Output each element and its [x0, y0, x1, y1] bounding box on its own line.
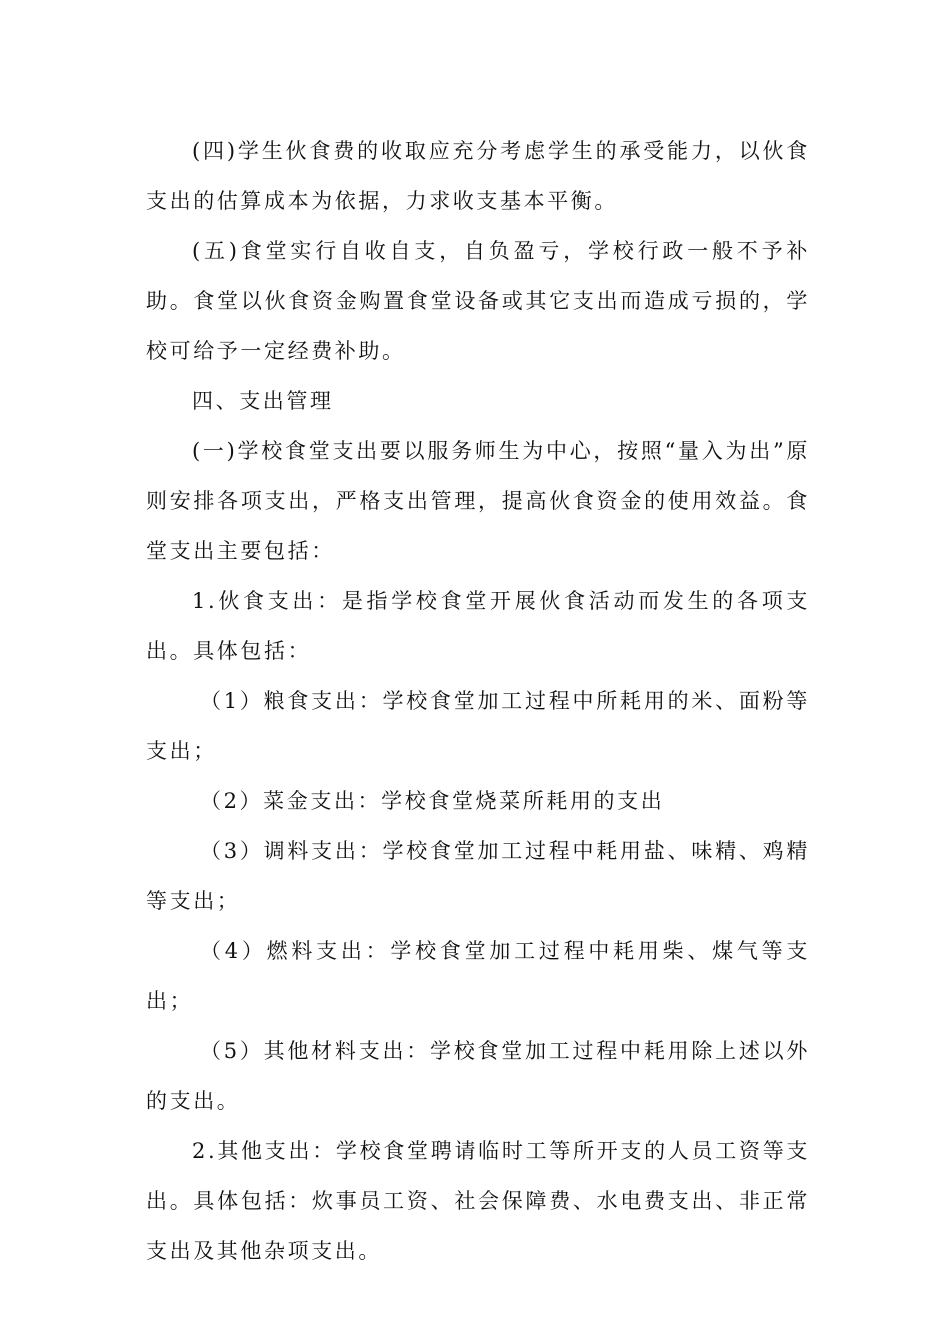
list-item-grain: （1）粮食支出：学校食堂加工过程中所耗用的米、面粉等支出；: [146, 689, 810, 763]
paragraph-other-expenditure: 2.其他支出：学校食堂聘请临时工等所开支的人员工资等支出。具体包括：炊事员工资、社会保障费、水电费支出、非正常支出及其他杂项支出。: [146, 1139, 810, 1263]
paragraph-fee-collection: (四)学生伙食费的收取应充分考虑学生的承受能力，以伙食支出的估算成本为依据，力求收支基本平衡。: [146, 139, 810, 213]
list-item-seasoning: （3）调料支出：学校食堂加工过程中耗用盐、味精、鸡精等支出；: [146, 839, 810, 913]
list-item-fuel: （4）燃料支出：学校食堂加工过程中耗用柴、煤气等支出；: [146, 939, 810, 1013]
paragraph-expenditure-principle: (一)学校食堂支出要以服务师生为中心，按照“量入为出”原则安排各项支出，严格支出管理，提高伙食资金的使用效益。食堂支出主要包括：: [146, 439, 810, 563]
paragraph-food-expenditure: 1.伙食支出：是指学校食堂开展伙食活动而发生的各项支出。具体包括：: [146, 589, 810, 663]
section-heading-expenditure: 四、支出管理: [192, 389, 334, 413]
paragraph-self-financing: (五)食堂实行自收自支，自负盈亏，学校行政一般不予补助。食堂以伙食资金购置食堂设备或其它支出而造成亏损的，学校可给予一定经费补助。: [146, 239, 810, 363]
list-item-vegetables: （2）菜金支出：学校食堂烧菜所耗用的支出: [200, 789, 665, 813]
document-body: [146, 126, 810, 1276]
list-item-other-materials: （5）其他材料支出：学校食堂加工过程中耗用除上述以外的支出。: [146, 1039, 810, 1113]
